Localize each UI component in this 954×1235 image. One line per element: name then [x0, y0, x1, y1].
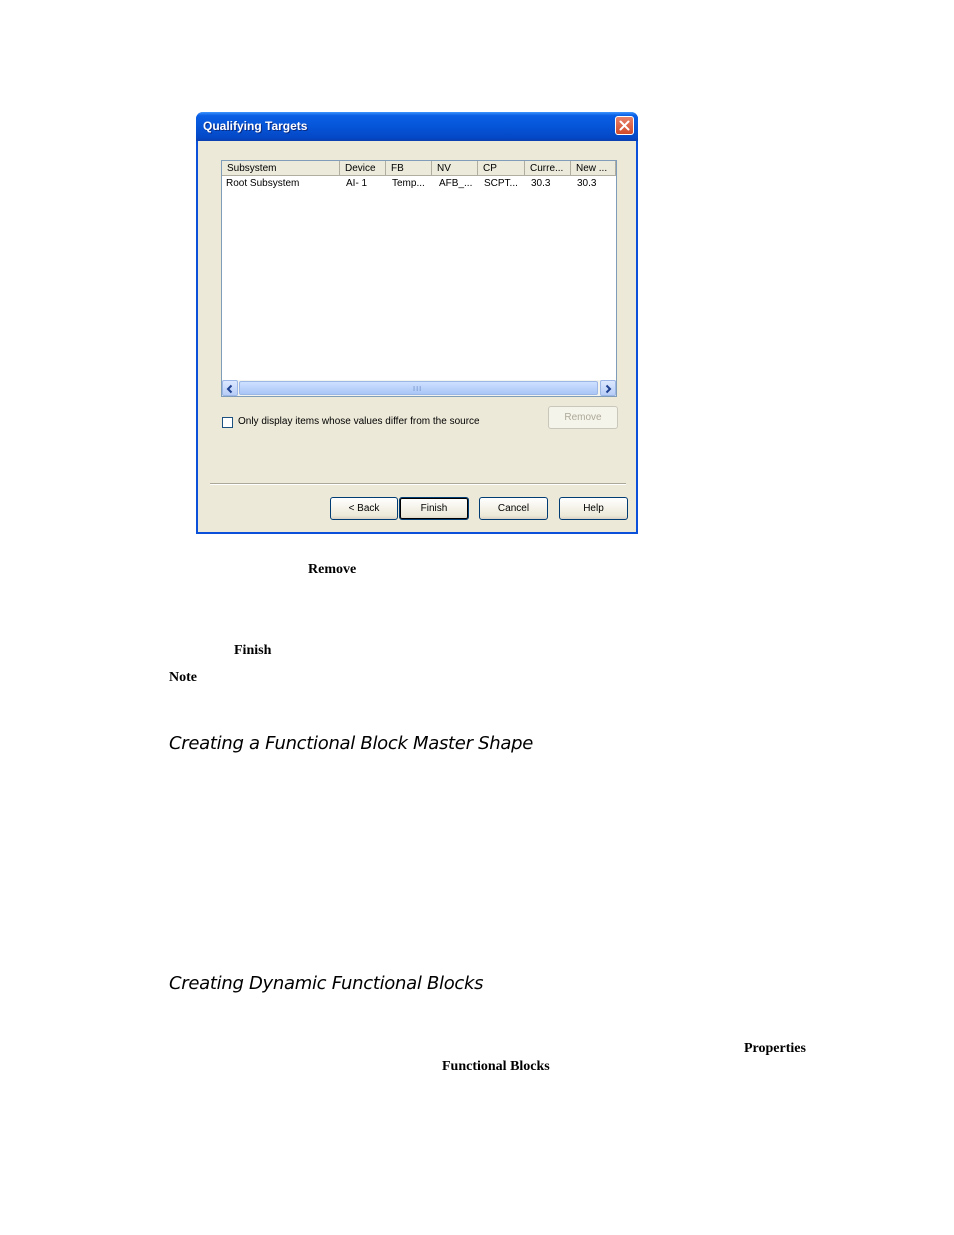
- qualifying-targets-dialog: [196, 112, 638, 534]
- column-subsystem[interactable]: Subsystem: [222, 161, 340, 176]
- differ-only-label: Only display items whose values differ from the source: [238, 416, 480, 427]
- term-remove: Remove: [308, 562, 357, 577]
- separator: [210, 483, 626, 485]
- table-row[interactable]: [222, 178, 616, 192]
- term-finish: Finish: [234, 643, 272, 658]
- term-properties: Properties: [744, 1041, 806, 1056]
- column-new[interactable]: New ...: [571, 161, 616, 176]
- chevron-right-icon: [601, 382, 615, 396]
- differ-only-checkbox[interactable]: [222, 417, 233, 428]
- term-functional-blocks: Functional Blocks: [442, 1059, 550, 1074]
- scroll-thumb[interactable]: [239, 381, 598, 395]
- term-note: Note: [169, 670, 197, 685]
- cell-current: 30.3: [531, 178, 551, 189]
- title-bar[interactable]: [196, 112, 638, 141]
- scroll-left-button[interactable]: [222, 380, 238, 396]
- column-cp[interactable]: CP: [478, 161, 525, 176]
- cell-fb: Temp...: [392, 178, 425, 189]
- scroll-right-button[interactable]: [600, 380, 616, 396]
- close-button[interactable]: [615, 116, 634, 135]
- finish-button[interactable]: Finish: [399, 497, 469, 520]
- column-fb[interactable]: FB: [386, 161, 432, 176]
- list-header: [222, 161, 616, 177]
- column-nv[interactable]: NV: [432, 161, 478, 176]
- cancel-button[interactable]: Cancel: [479, 497, 548, 520]
- horizontal-scrollbar[interactable]: [222, 380, 616, 396]
- close-icon: [619, 120, 630, 131]
- heading-dynamic-blocks: Creating Dynamic Functional Blocks: [169, 973, 484, 994]
- cell-device: AI- 1: [346, 178, 368, 189]
- heading-master-shape: Creating a Functional Block Master Shape: [169, 733, 533, 754]
- cell-new: 30.3: [577, 178, 597, 189]
- cell-cp: SCPT...: [484, 178, 518, 189]
- back-button[interactable]: < Back: [330, 497, 398, 520]
- column-current[interactable]: Curre...: [525, 161, 571, 176]
- cell-subsystem: Root Subsystem: [226, 178, 300, 189]
- targets-list[interactable]: [221, 160, 617, 397]
- scroll-grip: III: [413, 385, 423, 393]
- dialog-title: Qualifying Targets: [203, 119, 308, 133]
- help-button[interactable]: Help: [559, 497, 628, 520]
- remove-button[interactable]: Remove: [548, 406, 618, 429]
- chevron-left-icon: [223, 382, 237, 396]
- cell-nv: AFB_...: [439, 178, 473, 189]
- column-device[interactable]: Device: [340, 161, 386, 176]
